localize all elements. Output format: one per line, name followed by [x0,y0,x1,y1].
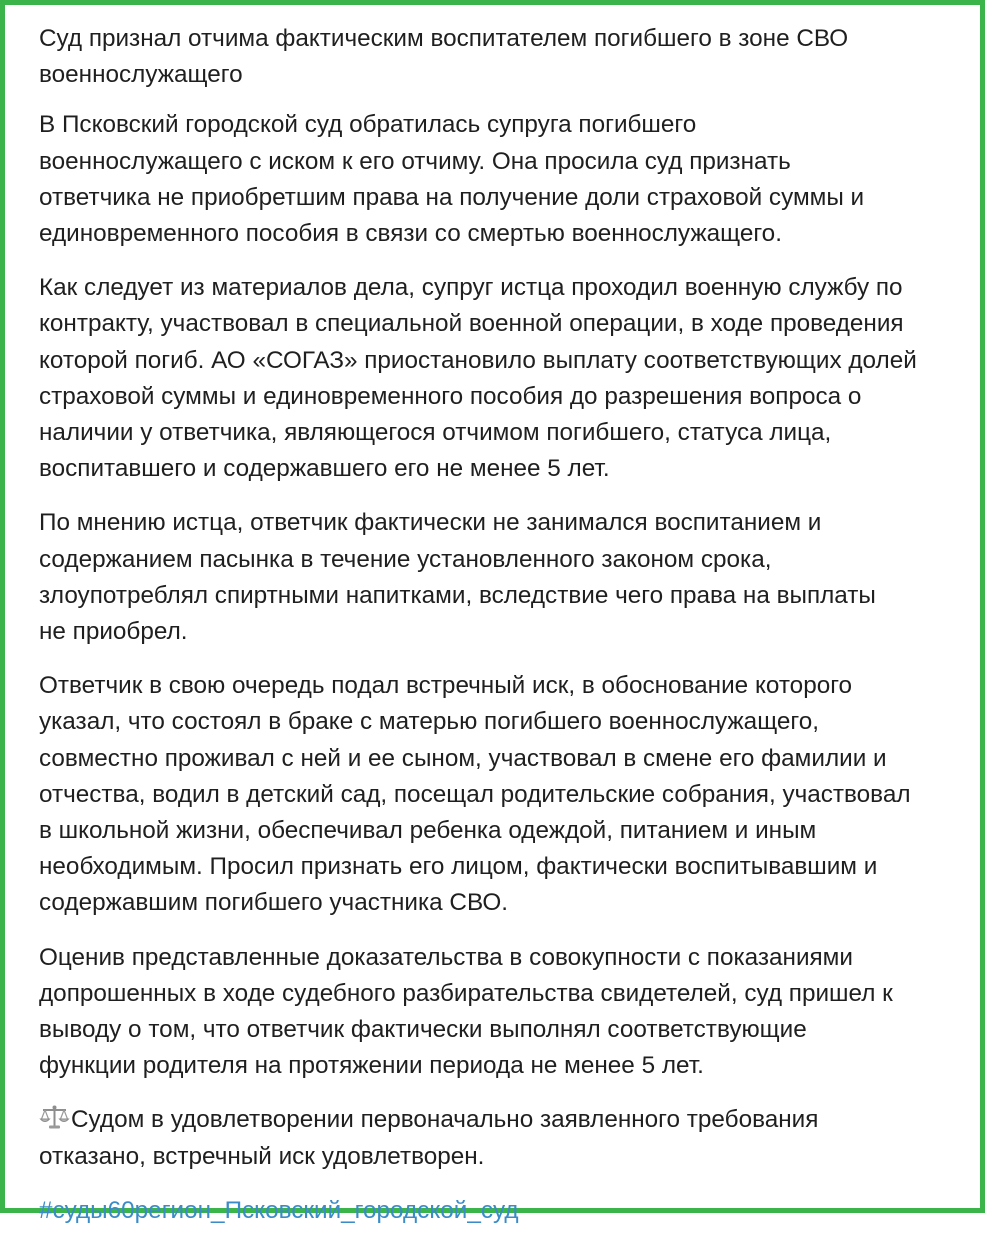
paragraph-verdict [39,1102,969,1174]
scales-icon [39,1104,70,1130]
paragraph-plaintiff-opinion: По мнению истца, ответчик фактически не занимался воспитанием и содержанием пасынка в течение установленного законом срока, злоупотреблял спиртными напитками, вследствие чего права на выплаты не приобрел. [39,509,876,646]
hashtag-line [39,1193,969,1229]
paragraph-counterclaim: Ответчик в свою очередь подал встречный иск, в обоснование которого указал, что состоял в браке с матерью погибшего военнослужащего, совместно проживал с ней и ее сыном, участвовал в смене его фамилии и отчества, водил в детский сад, посещал родительские собрания, участвовал в школьной жизни, обеспечивал ребенка одеждой, питанием и иным необходимым. Просил признать его лицом, фактически воспитывавшим и содержавшим погибшего участника СВО. [39,672,911,917]
paragraph-claim: В Псковский городской суд обратилась супруга погибшего военнослужащего с иском к его отчиму. Она просила суд признать ответчика не приобретшим права на получение доли страховой суммы и единовременного пособия в связи со смертью военнослужащего. [39,111,865,248]
paragraph-court-assessment: Оценив представленные доказательства в совокупности с показаниями допрошенных в ходе судебного разбирательства свидетелей, суд пришел к выводу о том, что ответчик фактически выполнял соответствующие функции родителя на протяжении периода не менее 5 лет. [39,943,893,1080]
paragraph-case-materials: Как следует из материалов дела, супруг истца проходил военную службу по контракту, участвовал в специальной военной операции, в ходе проведения которой погиб. АО «СОГАЗ» приостановило выплату соответствующих долей страховой суммы и единовременного пособия до разрешения вопроса о наличии у ответчика, являющегося отчимом погибшего, статуса лица, воспитавшего и содержавшего его не менее 5 лет. [39,274,917,483]
post-body [39,21,969,1247]
post-title: Суд признал отчима фактическим воспитателем погибшего в зоне СВО военнослужащего [39,25,849,89]
hashtag-link[interactable]: #суды60регион_Псковский_городской_суд [39,1196,519,1224]
verdict-text: Судом в удовлетворении первоначально заявленного требования отказано, встречный иск удовлетворен. [39,1106,819,1170]
